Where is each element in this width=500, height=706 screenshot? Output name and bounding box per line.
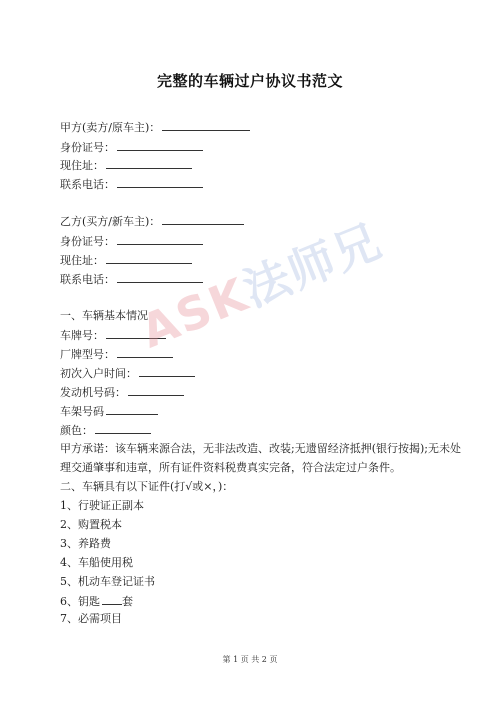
- party-a-phone-blank[interactable]: [117, 177, 203, 188]
- model-label: 厂牌型号：: [60, 348, 115, 361]
- list-item: 2、购置税本: [60, 518, 122, 531]
- party-a-address-blank[interactable]: [106, 158, 192, 169]
- party-b-blank[interactable]: [162, 214, 244, 225]
- party-b-label: 乙方(买方/新车主)：: [60, 215, 161, 228]
- party-b-address-blank[interactable]: [106, 253, 192, 264]
- party-a-label: 甲方(卖方/原车主)：: [60, 121, 161, 134]
- party-a-blank[interactable]: [162, 120, 250, 131]
- keys-label: 6、钥匙: [60, 595, 100, 608]
- keys-row: [60, 594, 133, 609]
- party-b-id-label: 身份证号：: [60, 235, 115, 248]
- party-b-address-label: 现住址：: [60, 254, 104, 267]
- party-a-id-label: 身份证号：: [60, 141, 115, 154]
- party-b-phone-row: [60, 272, 203, 287]
- party-b-phone-blank[interactable]: [117, 272, 203, 283]
- party-a-address-row: [60, 158, 192, 173]
- party-b-id-row: [60, 234, 203, 249]
- model-row: [60, 347, 173, 362]
- page-title: 完整的车辆过户协议书范文: [156, 72, 343, 90]
- promise-line-1: 甲方承诺：该车辆来源合法，无非法改造、改装;无遗留经济抵押(银行按揭);无未处: [60, 442, 461, 455]
- color-label: 颜色：: [60, 424, 93, 437]
- engine-number-label: 发动机号码：: [60, 386, 126, 399]
- engine-number-row: [60, 385, 184, 400]
- party-a-phone-label: 联系电话：: [60, 178, 115, 191]
- frame-number-blank[interactable]: [106, 404, 158, 415]
- first-registration-label: 初次入户时间：: [60, 367, 137, 380]
- model-blank[interactable]: [117, 347, 173, 358]
- engine-number-blank[interactable]: [128, 385, 184, 396]
- keys-unit: 套: [122, 595, 133, 608]
- plate-number-row: [60, 328, 166, 343]
- first-registration-row: [60, 366, 195, 381]
- list-item: 3、养路费: [60, 537, 111, 550]
- list-item: 1、行驶证正副本: [60, 499, 144, 512]
- watermark-logo: ASK法师兄: [133, 213, 390, 359]
- first-registration-blank[interactable]: [139, 366, 195, 377]
- party-b-buyer: [60, 214, 244, 229]
- party-b-id-blank[interactable]: [117, 234, 203, 245]
- list-item: 5、机动车登记证书: [60, 575, 155, 588]
- color-row: [60, 423, 151, 438]
- list-item: 7、必需项目: [60, 612, 122, 625]
- plate-number-label: 车牌号：: [60, 329, 104, 342]
- party-a-seller: [60, 120, 250, 135]
- party-b-address-row: [60, 253, 192, 268]
- section-1-heading: 一、车辆基本情况: [60, 309, 148, 322]
- page-footer: 第 1 页 共 2 页: [222, 655, 278, 664]
- party-a-phone-row: [60, 177, 203, 192]
- keys-blank[interactable]: [102, 594, 122, 605]
- plate-number-blank[interactable]: [106, 328, 166, 339]
- list-item: 4、车船使用税: [60, 556, 133, 569]
- frame-number-row: [60, 404, 158, 419]
- party-a-id-blank[interactable]: [117, 140, 203, 151]
- promise-line-2: 理交通肇事和违章，所有证件资料税费真实完备，符合法定过户条件。: [60, 461, 401, 474]
- party-b-phone-label: 联系电话：: [60, 273, 115, 286]
- frame-number-label: 车架号码: [60, 405, 104, 418]
- party-a-address-label: 现住址：: [60, 159, 104, 172]
- section-2-heading: 二、车辆具有以下证件(打√或×，)：: [60, 480, 234, 493]
- color-blank[interactable]: [95, 423, 151, 434]
- party-a-id-row: [60, 140, 203, 155]
